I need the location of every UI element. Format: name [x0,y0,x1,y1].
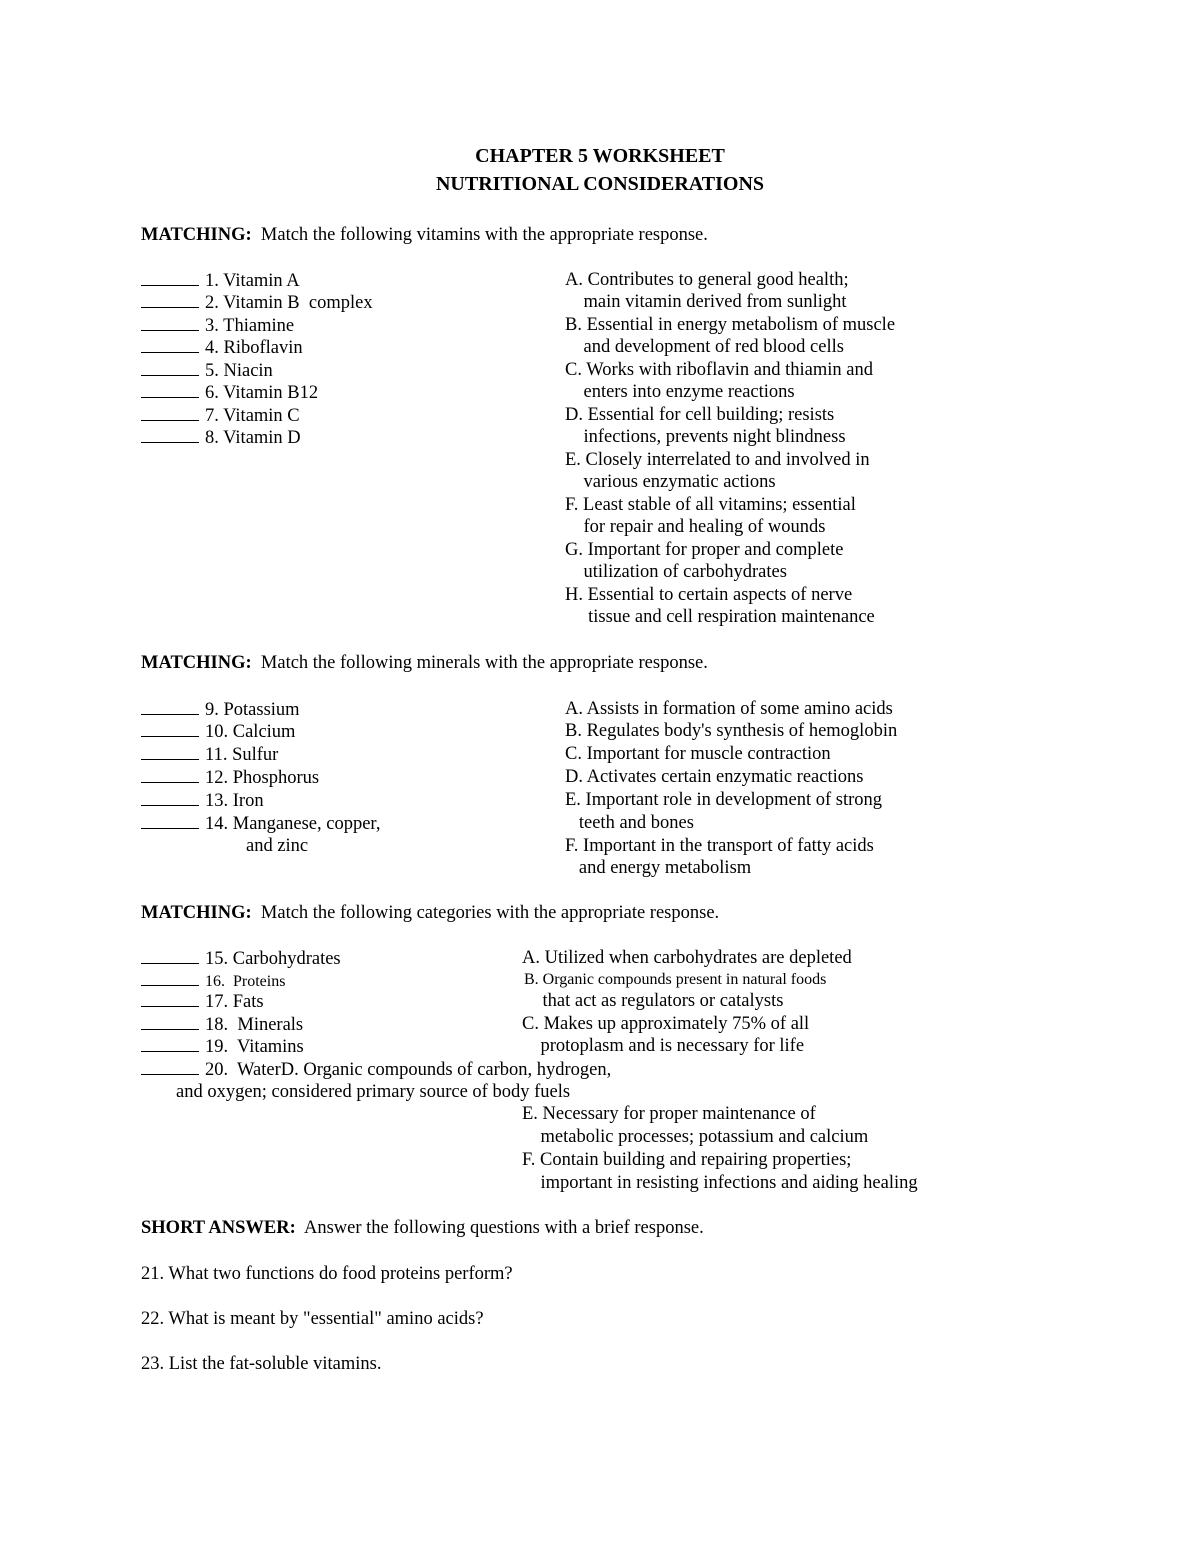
answer-blank[interactable] [141,314,199,331]
matching-item[interactable]: 2. Vitamin B complex [141,291,373,315]
worksheet-title: CHAPTER 5 WORKSHEET [475,145,725,167]
answer-blank[interactable] [141,766,199,783]
answer-blank[interactable] [141,720,199,737]
answer-blank[interactable] [141,381,199,398]
answer-blank[interactable] [141,969,199,986]
answer-blank[interactable] [141,426,199,443]
response-line: infections, prevents night blindness [565,427,846,447]
question-23: 23. List the fat-soluble vitamins. [141,1354,382,1374]
response-line: C. Makes up approximately 75% of all [522,1014,810,1034]
answer-blank[interactable] [141,404,199,421]
response-line: important in resisting infections and aiding healing [522,1173,918,1193]
section4-label: SHORT ANSWER: [141,1218,296,1238]
response-line: A. Utilized when carbohydrates are depleted [522,948,852,968]
response-line: A. Contributes to general good health; [565,270,849,290]
response-line: B. Organic compounds present in natural foods [524,971,827,988]
response-line: tissue and cell respiration maintenance [565,607,875,627]
section2-label: MATCHING: [141,653,252,673]
matching-item[interactable]: 13. Iron [141,789,264,813]
matching-item[interactable]: 10. Calcium [141,720,295,744]
matching-item-continuation: and zinc [246,836,309,856]
response-line: H. Essential to certain aspects of nerve [565,585,853,605]
response-line: D. Essential for cell building; resists [565,405,835,425]
section4-instruction: Answer the following questions with a brief response. [304,1218,704,1238]
answer-blank[interactable] [141,269,199,286]
matching-item[interactable]: 4. Riboflavin [141,336,303,360]
answer-blank[interactable] [141,812,199,829]
response-line: E. Closely interrelated to and involved in [565,450,870,470]
question-22: 22. What is meant by "essential" amino acids? [141,1309,484,1329]
matching-item-continuation: and oxygen; considered primary source of body fuels [176,1082,571,1102]
matching-item[interactable]: 20. WaterD. Organic compounds of carbon, hydrogen, [141,1058,611,1082]
response-line: that act as regulators or catalysts [524,991,784,1011]
section3-label: MATCHING: [141,903,252,923]
response-line: E. Important role in development of strong [565,790,882,810]
response-line: D. Activates certain enzymatic reactions [565,767,864,787]
matching-item[interactable]: 9. Potassium [141,698,300,722]
worksheet-subtitle: NUTRITIONAL CONSIDERATIONS [435,173,765,195]
response-line: utilization of carbohydrates [565,562,787,582]
response-line: enters into enzyme reactions [565,382,795,402]
answer-blank[interactable] [141,990,199,1007]
matching-item[interactable]: 7. Vitamin C [141,404,300,428]
answer-blank[interactable] [141,336,199,353]
response-line: and development of red blood cells [565,337,844,357]
matching-item[interactable]: 1. Vitamin A [141,269,300,293]
answer-blank[interactable] [141,1035,199,1052]
section1-label: MATCHING: [141,225,252,245]
answer-blank[interactable] [141,1058,199,1075]
section3-heading [141,902,719,925]
response-line: C. Works with riboflavin and thiamin and [565,360,874,380]
response-line: F. Least stable of all vitamins; essential [565,495,856,515]
section2-instruction: Match the following minerals with the appropriate response. [260,653,708,673]
response-line: teeth and bones [565,813,694,833]
matching-item[interactable]: 3. Thiamine [141,314,294,338]
response-line: G. Important for proper and complete [565,540,844,560]
matching-item[interactable]: 15. Carbohydrates [141,947,341,971]
response-line: for repair and healing of wounds [565,517,826,537]
response-line: metabolic processes; potassium and calcium [522,1127,869,1147]
answer-blank[interactable] [141,291,199,308]
matching-item[interactable]: 6. Vitamin B12 [141,381,318,405]
answer-blank[interactable] [141,1013,199,1030]
matching-item[interactable]: 17. Fats [141,990,264,1014]
matching-item[interactable]: 14. Manganese, copper, [141,812,380,836]
response-line: main vitamin derived from sunlight [565,292,847,312]
section1-instruction: Match the following vitamins with the appropriate response. [260,225,708,245]
matching-item[interactable]: 12. Phosphorus [141,766,319,790]
response-line: C. Important for muscle contraction [565,744,831,764]
matching-item[interactable]: 18. Minerals [141,1013,303,1037]
matching-item[interactable]: 8. Vitamin D [141,426,301,450]
matching-item[interactable]: 16. Proteins [141,969,285,994]
question-21: 21. What two functions do food proteins perform? [141,1264,513,1284]
response-line: A. Assists in formation of some amino acids [565,699,893,719]
answer-blank[interactable] [141,947,199,964]
response-line: B. Essential in energy metabolism of muscle [565,315,896,335]
response-line: E. Necessary for proper maintenance of [522,1104,816,1124]
response-line: protoplasm and is necessary for life [522,1036,805,1056]
answer-blank[interactable] [141,743,199,760]
section4-heading [141,1217,704,1240]
response-line: and energy metabolism [565,858,752,878]
response-line: F. Contain building and repairing properties; [522,1150,852,1170]
section3-instruction: Match the following categories with the appropriate response. [260,903,720,923]
answer-blank[interactable] [141,359,199,376]
answer-blank[interactable] [141,698,199,715]
section2-heading [141,652,708,675]
matching-item[interactable]: 19. Vitamins [141,1035,304,1059]
section1-heading [141,224,708,247]
response-line: F. Important in the transport of fatty acids [565,836,874,856]
matching-item[interactable]: 11. Sulfur [141,743,278,767]
answer-blank[interactable] [141,789,199,806]
matching-item[interactable]: 5. Niacin [141,359,273,383]
response-line: various enzymatic actions [565,472,776,492]
response-line: B. Regulates body's synthesis of hemoglobin [565,721,898,741]
